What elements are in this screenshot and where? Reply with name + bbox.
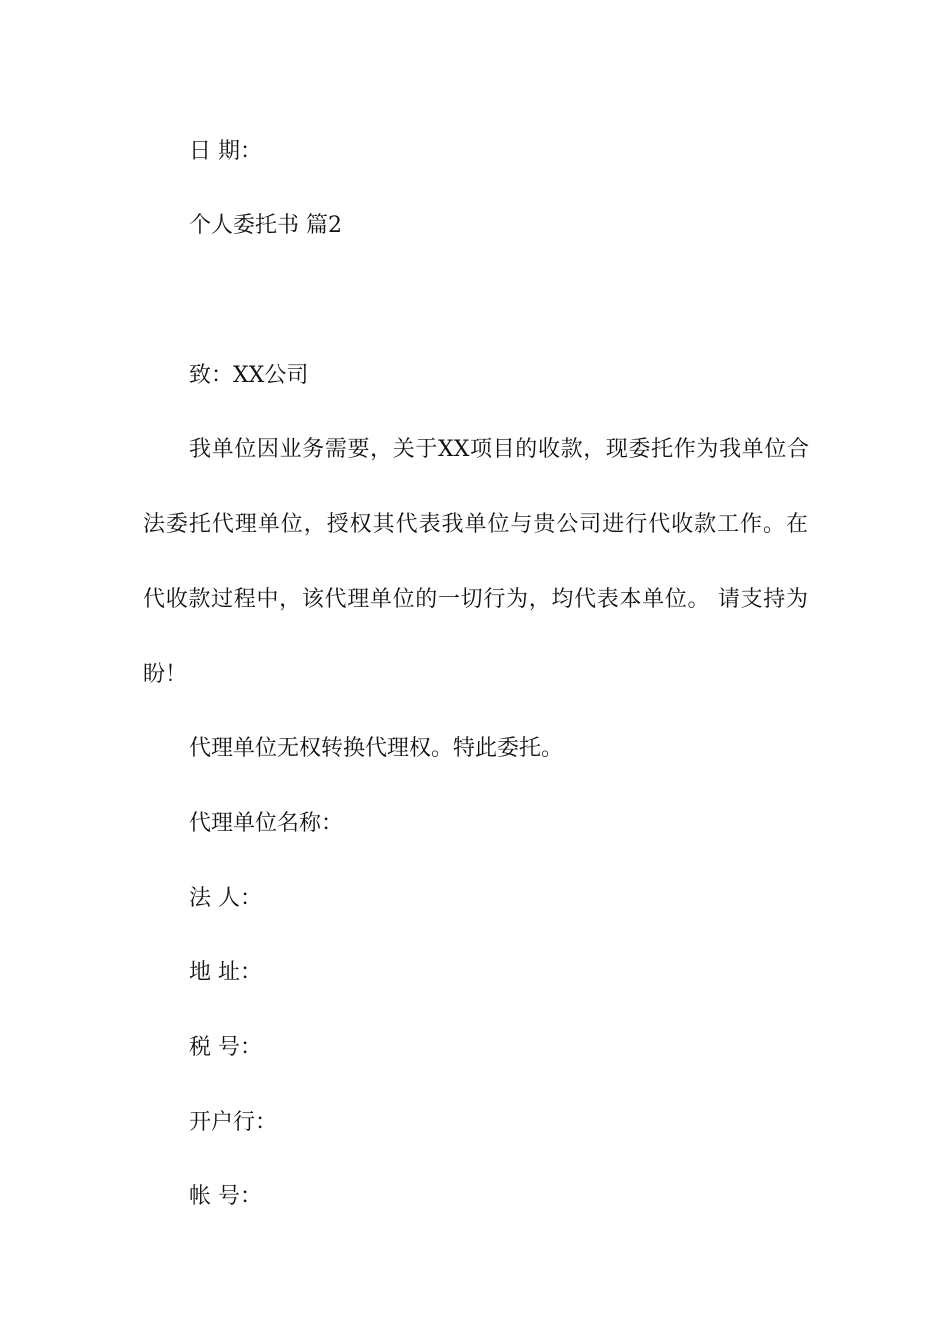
field-tax-number: 税 号： — [189, 1035, 262, 1060]
field-account: 帐 号： — [189, 1184, 262, 1209]
body-line: 代收款过程中，该代理单位的一切行为，均代表本单位。 请支持为 — [143, 587, 808, 612]
body-line: 盼！ — [143, 662, 188, 687]
field-address: 地 址： — [189, 960, 262, 985]
body-line: 我单位因业务需要，关于XX项目的收款，现委托作为我单位合 — [189, 437, 809, 462]
date-label: 日 期： — [189, 139, 262, 164]
field-legal-person: 法 人： — [189, 886, 262, 911]
field-bank: 开户行： — [189, 1110, 278, 1135]
field-agent-name: 代理单位名称： — [189, 811, 344, 836]
statement-line: 代理单位无权转换代理权。特此委托。 — [189, 736, 564, 761]
section-title: 个人委托书 篇2 — [189, 213, 342, 238]
recipient-line: 致：XX公司 — [189, 363, 309, 388]
body-line: 法委托代理单位，授权其代表我单位与贵公司进行代收款工作。在 — [143, 512, 808, 537]
